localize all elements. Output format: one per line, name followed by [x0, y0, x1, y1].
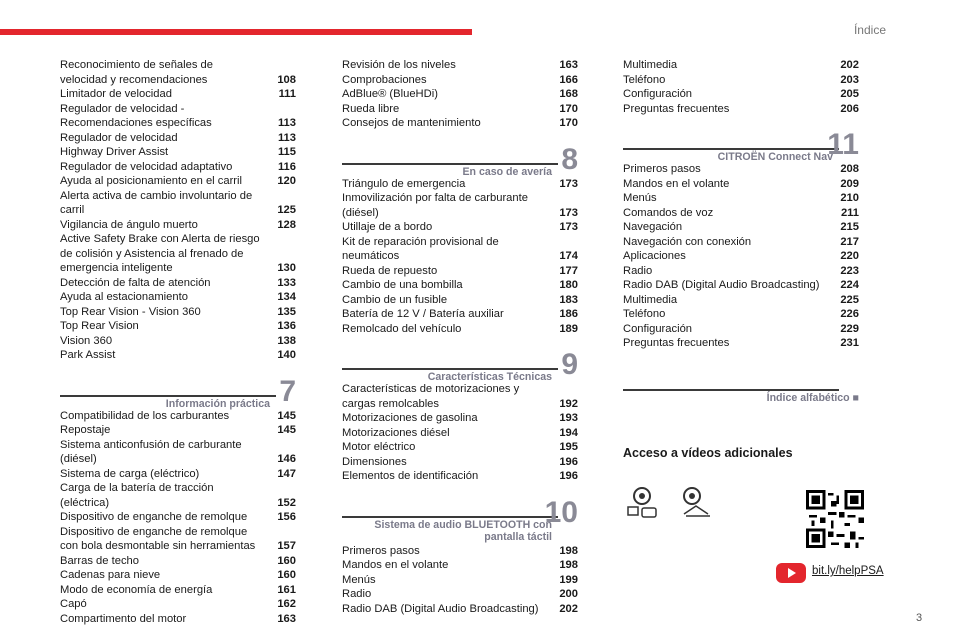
toc-entry-title: Modo de economía de energía: [60, 583, 213, 596]
toc-entry-page: 113: [277, 117, 296, 129]
toc-entry[interactable]: [342, 278, 578, 293]
toc-entry-page: 186: [559, 308, 578, 320]
toc-list: [342, 382, 578, 484]
toc-entry[interactable]: [623, 307, 859, 322]
toc-entry-title: Capó: [60, 598, 87, 610]
toc-entry-page: 156: [277, 511, 296, 523]
toc-entry-page: 224: [840, 279, 859, 291]
page-header-title: Índice: [853, 23, 886, 37]
toc-entry[interactable]: [60, 276, 296, 291]
toc-entry-page: 177: [559, 264, 578, 277]
toc-entry-page: 166: [559, 73, 578, 86]
toc-entry-page: 138: [277, 334, 296, 347]
toc-entry-title: Navegación con conexión: [623, 235, 752, 248]
toc-entry-title: Multimedia: [623, 293, 678, 306]
toc-entry[interactable]: [623, 220, 859, 235]
toc-entry[interactable]: [60, 467, 296, 482]
toc-entry-page: 115: [277, 146, 296, 158]
toc-entry-page: 170: [559, 117, 578, 129]
section-title: Índice alfabético ■: [766, 391, 859, 404]
toc-entry-title: Batería de 12 V / Batería auxiliar: [342, 308, 504, 320]
toc-entry-title: Motorizaciones de gasolina: [342, 412, 478, 424]
toc-entry-page: 225: [840, 293, 859, 306]
toc-entry-title: Características de motorizaciones y cargas remolcables: [342, 383, 520, 410]
toc-entry-page: 217: [840, 235, 859, 248]
toc-entry[interactable]: [60, 348, 296, 363]
toc-entry-title: Rueda de repuesto: [342, 264, 438, 277]
section-header-7: [60, 374, 296, 410]
toc-entry-title: Dimensiones: [342, 455, 407, 468]
toc-entry-page: 195: [559, 441, 578, 453]
toc-entry-title: Park Assist: [60, 349, 116, 361]
toc-entry-title: Radio: [342, 588, 372, 600]
toc-entry-title: Ayuda al estacionamiento: [60, 291, 188, 303]
toc-entry-title: Rueda libre: [342, 102, 400, 115]
toc-entry[interactable]: [60, 58, 296, 87]
toc-entry-page: 157: [277, 540, 296, 552]
qr-code: [806, 490, 864, 548]
toc-list: [60, 58, 296, 363]
toc-entry-page: 200: [559, 588, 578, 600]
toc-entry-title: Kit de reparación provisional de neumáticos: [342, 235, 499, 262]
toc-entry-page: 152: [277, 496, 296, 509]
toc-entry-title: Regulador de velocidad - Recomendaciones específicas: [60, 102, 212, 129]
toc-entry[interactable]: [60, 174, 296, 189]
toc-entry-page: 211: [840, 206, 859, 219]
section-divider: [623, 148, 839, 150]
toc-entry-title: Aplicaciones: [623, 250, 686, 262]
toc-entry[interactable]: [623, 336, 859, 351]
section-number: 7: [279, 374, 296, 408]
toc-entry-page: 133: [277, 276, 296, 289]
section-number: 8: [561, 142, 578, 176]
toc-entry-title: Menús: [623, 192, 657, 204]
toc-entry-title: Reconocimiento de señales de velocidad y recomendaciones: [60, 59, 213, 86]
toc-entry-title: Multimedia: [623, 59, 678, 71]
toc-entry-page: 199: [559, 573, 578, 586]
toc-entry-page: 162: [277, 598, 296, 610]
section-divider: [342, 368, 558, 370]
section-divider: [623, 389, 839, 391]
toc-entry-title: Remolcado del vehículo: [342, 322, 462, 335]
toc-entry-page: 163: [277, 612, 296, 625]
toc-entry-title: Motor eléctrico: [342, 441, 416, 453]
section-divider: [342, 163, 558, 165]
toc-entry[interactable]: [623, 249, 859, 264]
section-header-8: [342, 142, 578, 178]
toc-entry-page: 198: [559, 559, 578, 571]
toc-entry[interactable]: [342, 220, 578, 235]
toc-entry[interactable]: [342, 469, 578, 484]
toc-entry-page: 206: [840, 102, 859, 115]
toc-entry[interactable]: [342, 73, 578, 88]
section-number: 10: [544, 495, 578, 529]
toc-entry[interactable]: [60, 290, 296, 305]
section-title: Sistema de audio BLUETOOTH con pantalla táctil: [374, 518, 552, 543]
toc-list: [60, 409, 296, 627]
toc-entry-title: Dispositivo de enganche de remolque con bola desmontable sin herramientas: [60, 525, 256, 552]
toc-entry[interactable]: [60, 597, 296, 612]
section-number: 9: [561, 348, 578, 381]
toc-entry-title: Compartimento del motor: [60, 612, 187, 625]
toc-entry[interactable]: [342, 426, 578, 441]
section-title: Características Técnicas: [427, 371, 552, 383]
toc-entry-title: Teléfono: [623, 308, 666, 320]
toc-entry[interactable]: [60, 189, 296, 218]
toc-entry[interactable]: [60, 409, 296, 424]
toc-list: [623, 58, 859, 116]
toc-entry[interactable]: [342, 58, 578, 73]
toc-entry-page: 116: [277, 160, 296, 173]
toc-entry[interactable]: [623, 264, 859, 279]
toc-entry-title: Dispositivo de enganche de remolque: [60, 511, 248, 523]
toc-entry-page: 215: [840, 221, 859, 233]
toc-entry-page: 193: [559, 412, 578, 424]
toc-entry-page: 223: [840, 264, 859, 277]
toc-entry-page: 173: [559, 206, 578, 219]
toc-entry[interactable]: [60, 568, 296, 583]
toc-list: [342, 177, 578, 337]
toc-entry[interactable]: [342, 587, 578, 602]
toc-entry-page: 192: [559, 397, 578, 410]
toc-entry-title: Repostaje: [60, 424, 111, 436]
section-divider: [60, 395, 276, 397]
toc-entry-title: Utillaje de a bordo: [342, 221, 433, 233]
toc-entry-title: Mandos en el volante: [342, 559, 449, 571]
toc-entry-page: 161: [277, 583, 296, 596]
toc-entry-page: 231: [840, 337, 859, 349]
toc-entry-page: 108: [277, 73, 296, 86]
toc-entry-page: 202: [840, 59, 859, 71]
toc-entry-title: Vision 360: [60, 334, 113, 347]
toc-entry[interactable]: [60, 510, 296, 525]
videos-heading: Acceso a vídeos adicionales: [623, 446, 793, 460]
toc-entry-title: Cambio de un fusible: [342, 293, 448, 306]
toc-entry[interactable]: [342, 411, 578, 426]
toc-entry[interactable]: [60, 525, 296, 554]
toc-entry[interactable]: [342, 322, 578, 337]
toc-entry-page: 210: [840, 192, 859, 204]
toc-entry-title: Top Rear Vision: [60, 320, 139, 332]
toc-entry-page: 145: [277, 409, 296, 422]
toc-entry[interactable]: [60, 87, 296, 102]
toc-entry[interactable]: [342, 235, 578, 264]
toc-entry[interactable]: [342, 177, 578, 192]
section-header-9: [342, 348, 578, 383]
toc-entry-page: 140: [277, 349, 296, 361]
toc-entry-page: 205: [840, 88, 859, 100]
toc-entry-title: Sistema anticonfusión de carburante (diésel): [60, 438, 242, 465]
toc-entry-page: 136: [277, 320, 296, 332]
toc-entry-page: 128: [277, 218, 296, 231]
toc-entry[interactable]: [623, 278, 859, 293]
toc-entry-title: Compatibilidad de los carburantes: [60, 409, 230, 422]
toc-entry[interactable]: [623, 206, 859, 221]
toc-entry[interactable]: [60, 583, 296, 598]
toc-entry[interactable]: [623, 177, 859, 192]
toc-entry-page: 180: [559, 279, 578, 291]
toc-entry-page: 173: [559, 177, 578, 190]
video-tutorial-icon[interactable]: [678, 486, 714, 520]
toc-column-2: [342, 58, 578, 616]
help-link[interactable]: bit.ly/helpPSA: [812, 565, 884, 577]
toc-entry[interactable]: [342, 307, 578, 322]
toc-entry-title: Primeros pasos: [342, 544, 420, 557]
toc-entry[interactable]: [623, 58, 859, 73]
toc-entry[interactable]: [623, 235, 859, 250]
toc-entry[interactable]: [60, 232, 296, 276]
toc-entry[interactable]: [623, 87, 859, 102]
toc-entry-page: 202: [559, 602, 578, 615]
toc-entry-title: Preguntas frecuentes: [623, 102, 730, 115]
toc-entry-page: 209: [840, 177, 859, 190]
toc-entry-page: 135: [277, 305, 296, 318]
toc-entry-page: 120: [277, 175, 296, 187]
section-number: 11: [827, 128, 859, 161]
toc-entry-page: 229: [840, 322, 859, 335]
toc-entry-title: Consejos de mantenimiento: [342, 117, 481, 129]
toc-entry[interactable]: [60, 554, 296, 569]
toc-entry-title: Ayuda al posicionamiento en el carril: [60, 175, 243, 187]
toc-entry-title: Comprobaciones: [342, 73, 427, 86]
toc-entry-page: 174: [559, 250, 578, 262]
toc-entry[interactable]: [342, 191, 578, 220]
toc-entry-page: 196: [559, 470, 578, 482]
toc-entry-title: Triángulo de emergencia: [342, 177, 466, 190]
toc-entry-title: Cambio de una bombilla: [342, 279, 463, 291]
toc-entry-page: 198: [559, 544, 578, 557]
toc-entry[interactable]: [342, 455, 578, 470]
toc-entry[interactable]: [623, 162, 859, 177]
toc-entry[interactable]: [342, 382, 578, 411]
youtube-icon[interactable]: [776, 563, 806, 583]
toc-entry[interactable]: [60, 319, 296, 334]
video-tutorial-icon[interactable]: [626, 486, 660, 520]
toc-entry[interactable]: [60, 438, 296, 467]
toc-entry-page: 160: [277, 569, 296, 581]
toc-column-1: [60, 58, 296, 626]
toc-entry[interactable]: [342, 602, 578, 617]
toc-entry-title: Regulador de velocidad: [60, 131, 178, 144]
toc-entry-page: 226: [840, 308, 859, 320]
toc-entry[interactable]: [342, 102, 578, 117]
toc-entry[interactable]: [342, 573, 578, 588]
section-header-11: [623, 128, 859, 163]
toc-entry-page: 145: [277, 424, 296, 436]
toc-entry-page: 113: [277, 131, 296, 144]
toc-entry-page: 208: [840, 163, 859, 175]
toc-entry[interactable]: [342, 116, 578, 131]
section-divider: [342, 516, 558, 518]
header-accent-bar: [0, 29, 472, 35]
toc-entry[interactable]: [342, 264, 578, 279]
toc-entry-page: 203: [840, 73, 859, 86]
toc-entry-title: Regulador de velocidad adaptativo: [60, 160, 233, 173]
toc-entry-page: 147: [277, 467, 296, 480]
toc-entry-page: 183: [559, 293, 578, 306]
section-title: CITROËN Connect Nav: [717, 151, 833, 163]
toc-entry[interactable]: [623, 293, 859, 308]
toc-entry-title: Teléfono: [623, 73, 666, 86]
toc-entry[interactable]: [342, 293, 578, 308]
toc-entry[interactable]: [60, 131, 296, 146]
toc-entry[interactable]: [342, 544, 578, 559]
toc-list: [342, 544, 578, 617]
toc-list: [623, 162, 859, 351]
toc-entry-title: Motorizaciones diésel: [342, 426, 450, 439]
toc-entry-title: Radio DAB (Digital Audio Broadcasting): [342, 602, 539, 615]
toc-entry-page: 173: [559, 221, 578, 233]
toc-entry-title: Primeros pasos: [623, 163, 701, 175]
toc-entry-title: Radio DAB (Digital Audio Broadcasting): [623, 279, 820, 291]
toc-entry-title: Comandos de voz: [623, 206, 714, 219]
toc-entry[interactable]: [60, 481, 296, 510]
toc-entry-title: Highway Driver Assist: [60, 146, 169, 158]
toc-list: [342, 58, 578, 131]
toc-entry-page: 220: [840, 250, 859, 262]
toc-entry-page: 146: [277, 453, 296, 465]
toc-entry-page: 160: [277, 554, 296, 567]
toc-entry-title: Alerta activa de cambio involuntario de carril: [60, 189, 253, 216]
toc-entry-page: 130: [277, 262, 296, 274]
toc-entry-title: Radio: [623, 264, 653, 277]
toc-entry-page: 189: [559, 322, 578, 335]
toc-entry[interactable]: [623, 73, 859, 88]
toc-entry[interactable]: [623, 191, 859, 206]
toc-entry[interactable]: [342, 440, 578, 455]
toc-entry[interactable]: [623, 102, 859, 117]
toc-entry-title: Elementos de identificación: [342, 470, 479, 482]
toc-entry[interactable]: [60, 334, 296, 349]
toc-entry-title: Inmovilización por falta de carburante (diésel): [342, 192, 528, 219]
toc-entry-page: 168: [559, 88, 578, 100]
toc-entry-title: Carga de la batería de tracción (eléctrica): [60, 482, 214, 509]
toc-entry-title: Preguntas frecuentes: [623, 337, 730, 349]
toc-entry-page: 196: [559, 455, 578, 468]
toc-entry-title: Sistema de carga (eléctrico): [60, 467, 200, 480]
toc-entry[interactable]: [60, 218, 296, 233]
section-header-10: [342, 495, 578, 543]
toc-entry[interactable]: [60, 305, 296, 320]
toc-entry[interactable]: [623, 322, 859, 337]
toc-entry-page: 134: [277, 291, 296, 303]
toc-entry-title: Configuración: [623, 322, 693, 335]
toc-entry[interactable]: [60, 160, 296, 175]
toc-entry-title: Configuración: [623, 88, 693, 100]
toc-entry-title: Revisión de los niveles: [342, 59, 456, 71]
toc-entry[interactable]: [342, 87, 578, 102]
toc-entry-page: 125: [277, 204, 296, 216]
toc-entry-page: 194: [559, 426, 578, 439]
toc-column-3: [623, 58, 859, 403]
section-title: En caso de avería: [462, 165, 552, 178]
toc-entry-title: Top Rear Vision - Vision 360: [60, 305, 201, 318]
toc-entry-title: Navegación: [623, 221, 683, 233]
toc-entry-title: Barras de techo: [60, 554, 139, 567]
toc-entry-title: Active Safety Brake con Alerta de riesgo de colisión y Asistencia al frenado de emergencia inteligente: [60, 233, 260, 274]
toc-entry-title: Vigilancia de ángulo muerto: [60, 218, 198, 231]
toc-entry[interactable]: [342, 558, 578, 573]
toc-entry[interactable]: [60, 145, 296, 160]
toc-entry-title: Limitador de velocidad: [60, 88, 172, 100]
toc-entry[interactable]: [60, 102, 296, 131]
toc-entry-title: Menús: [342, 573, 376, 586]
toc-entry-title: Cadenas para nieve: [60, 569, 161, 581]
section-title: Información práctica: [165, 397, 270, 410]
toc-entry-title: AdBlue® (BlueHDi): [342, 88, 438, 100]
toc-entry-page: 170: [559, 102, 578, 115]
toc-entry[interactable]: [60, 612, 296, 627]
toc-entry-title: Mandos en el volante: [623, 177, 730, 190]
page-number: 3: [916, 612, 923, 624]
toc-entry-page: 163: [559, 59, 578, 71]
toc-entry-page: 111: [278, 88, 296, 100]
toc-entry-title: Detección de falta de atención: [60, 276, 211, 289]
section-header-alphabetical: [623, 373, 859, 404]
toc-entry[interactable]: [60, 423, 296, 438]
